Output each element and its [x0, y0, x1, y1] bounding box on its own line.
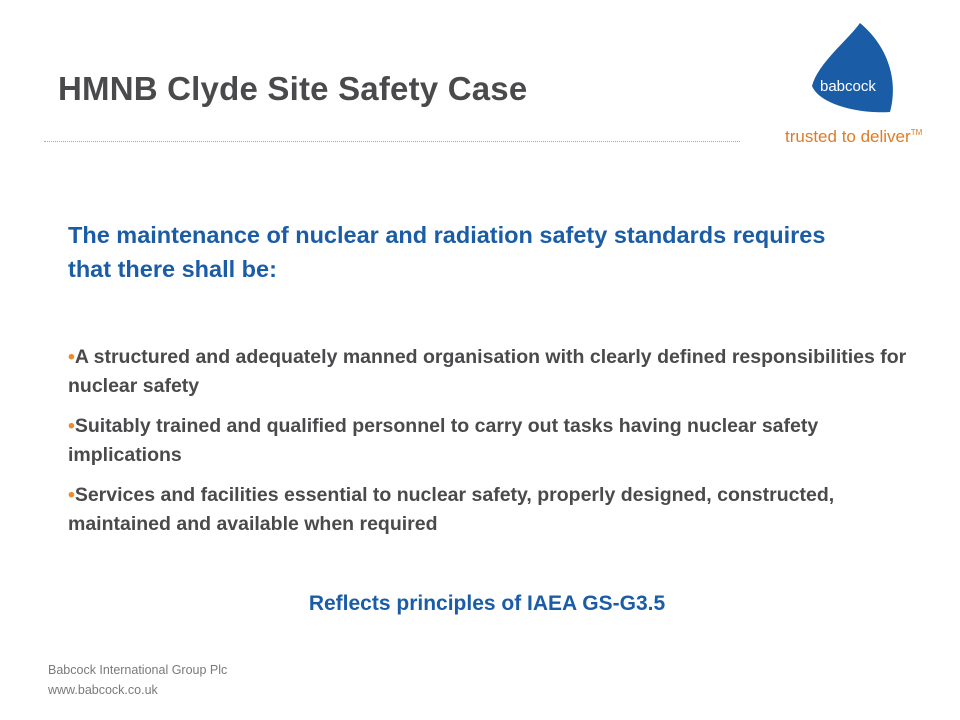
footer — [48, 660, 227, 700]
bullet-dot-icon: • — [68, 415, 75, 437]
sail-logo-icon — [790, 8, 960, 123]
sail-shape — [812, 23, 893, 112]
list-item-text: A structured and adequately manned organisation with clearly defined responsibilities for nuclear safety — [68, 346, 907, 397]
bullet-dot-icon: • — [68, 346, 75, 368]
footer-company-name: Babcock International Group Plc — [48, 663, 228, 677]
list-item — [68, 343, 908, 401]
reflects-principles-note: Reflects principles of IAEA GS-G3.5 — [308, 592, 666, 615]
slide-title: HMNB Clyde Site Safety Case — [58, 70, 528, 107]
trademark-mark: TM — [910, 128, 923, 137]
tagline-text: trusted to deliver — [785, 127, 911, 146]
logo-tagline — [785, 127, 922, 147]
list-item-text: Suitably trained and qualified personnel to carry out tasks having nuclear safety implications — [68, 415, 819, 466]
list-item-text: Services and facilities essential to nuclear safety, properly designed, constructed, maintained and available when required — [68, 484, 835, 535]
list-item — [68, 481, 908, 539]
list-item — [68, 412, 908, 470]
requirements-list — [68, 343, 908, 550]
logo-brand-text: babcock — [820, 78, 876, 95]
footer-website-link[interactable]: www.babcock.co.uk — [48, 683, 158, 697]
bullet-dot-icon: • — [68, 484, 75, 506]
title-divider — [44, 141, 740, 142]
intro-statement: The maintenance of nuclear and radiation safety standards requires that there shall be: — [68, 222, 826, 282]
